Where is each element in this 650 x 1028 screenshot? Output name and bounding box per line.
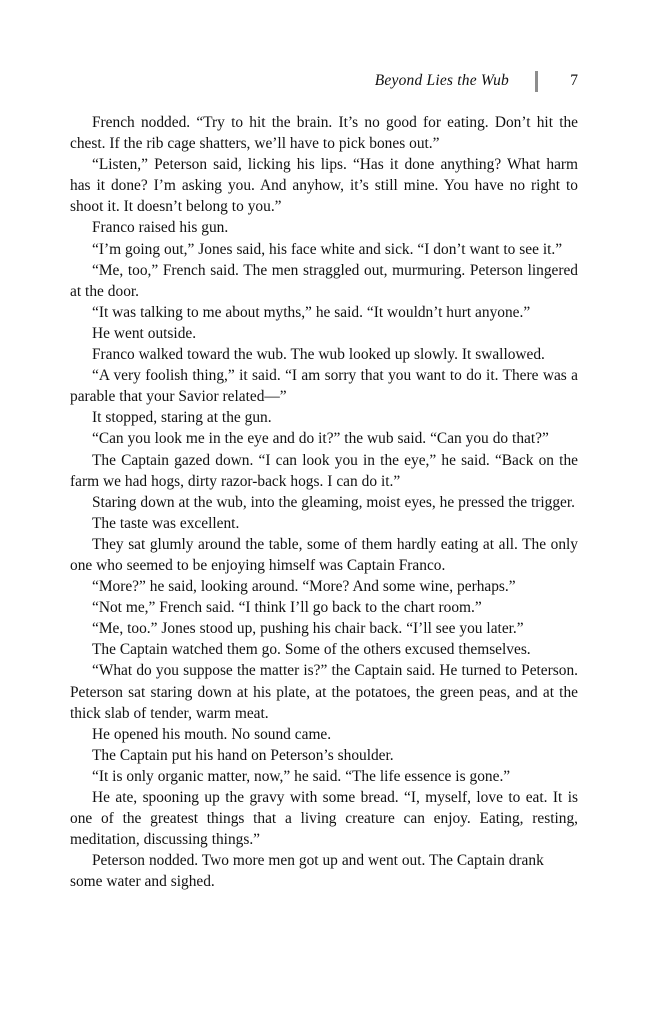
body-paragraph: He ate, spooning up the gravy with some bread. “I, myself, love to eat. It is one of the greatest things that a living creature can enjoy. Eating, resting, meditation, discussing things.” [70, 789, 578, 849]
body-paragraph: “Can you look me in the eye and do it?” the wub said. “Can you do that?” [92, 430, 549, 448]
header-divider-rule [535, 71, 538, 92]
body-text-block [70, 112, 578, 892]
body-paragraph: The taste was excellent. [92, 514, 240, 532]
body-paragraph: “I’m going out,” Jones said, his face white and sick. “I don’t want to see it.” [92, 240, 563, 258]
body-paragraph: “Me, too.” Jones stood up, pushing his chair back. “I’ll see you later.” [92, 620, 524, 638]
body-paragraph: French nodded. “Try to hit the brain. It’s no good for eating. Don’t hit the chest. If the rib cage shatters, we’ll have to pick bones out.” [70, 114, 578, 153]
body-paragraph: Franco walked toward the wub. The wub looked up slowly. It swallowed. [92, 346, 545, 364]
running-head-title: Beyond Lies the Wub [374, 72, 509, 89]
body-paragraph: Staring down at the wub, into the gleaming, moist eyes, he pressed the trigger. [92, 493, 576, 511]
body-paragraph: It stopped, staring at the gun. [92, 409, 272, 427]
body-paragraph: They sat glumly around the table, some of them hardly eating at all. The only one who seemed to be enjoying himself was Captain Franco. [70, 535, 578, 574]
body-paragraph: “It is only organic matter, now,” he said. “The life essence is gone.” [92, 767, 511, 785]
body-paragraph: The Captain gazed down. “I can look you in the eye,” he said. “Back on the farm we had hogs, dirty razor-back hogs. I can do it.” [70, 451, 578, 490]
body-paragraph: “Me, too,” French said. The men straggled out, murmuring. Peterson lingered at the door. [70, 261, 578, 300]
body-paragraph: “It was talking to me about myths,” he said. “It wouldn’t hurt anyone.” [92, 303, 531, 321]
page-number: 7 [570, 72, 578, 89]
body-paragraph: The Captain put his hand on Peterson’s shoulder. [92, 746, 394, 764]
body-paragraph: He went outside. [92, 324, 197, 342]
body-paragraph: “Not me,” French said. “I think I’ll go back to the chart room.” [92, 599, 482, 617]
body-paragraph: “More?” he said, looking around. “More? And some wine, perhaps.” [92, 578, 516, 596]
body-paragraph: “What do you suppose the matter is?” the Captain said. He turned to Peterson. Peterson sat staring down at his plate, at the potatoes, the green peas, and at the thick slab of tender, warm meat. [70, 662, 578, 722]
body-paragraph: “A very foolish thing,” it said. “I am sorry that you want to do it. There was a parable that your Savior related—” [70, 367, 578, 406]
body-paragraph: He opened his mouth. No sound came. [92, 725, 332, 743]
body-paragraph: Franco raised his gun. [92, 219, 229, 237]
body-paragraph: “Listen,” Peterson said, licking his lips. “Has it done anything? What harm has it done? I’m asking you. And anyhow, it’s still mine. You have no right to shoot it. It doesn’t belong to you.” [70, 156, 578, 216]
running-header [70, 68, 578, 94]
body-paragraph: The Captain watched them go. Some of the others excused themselves. [92, 641, 531, 659]
body-paragraph: Peterson nodded. Two more men got up and went out. The Captain drank some water and sighed. [70, 852, 544, 891]
